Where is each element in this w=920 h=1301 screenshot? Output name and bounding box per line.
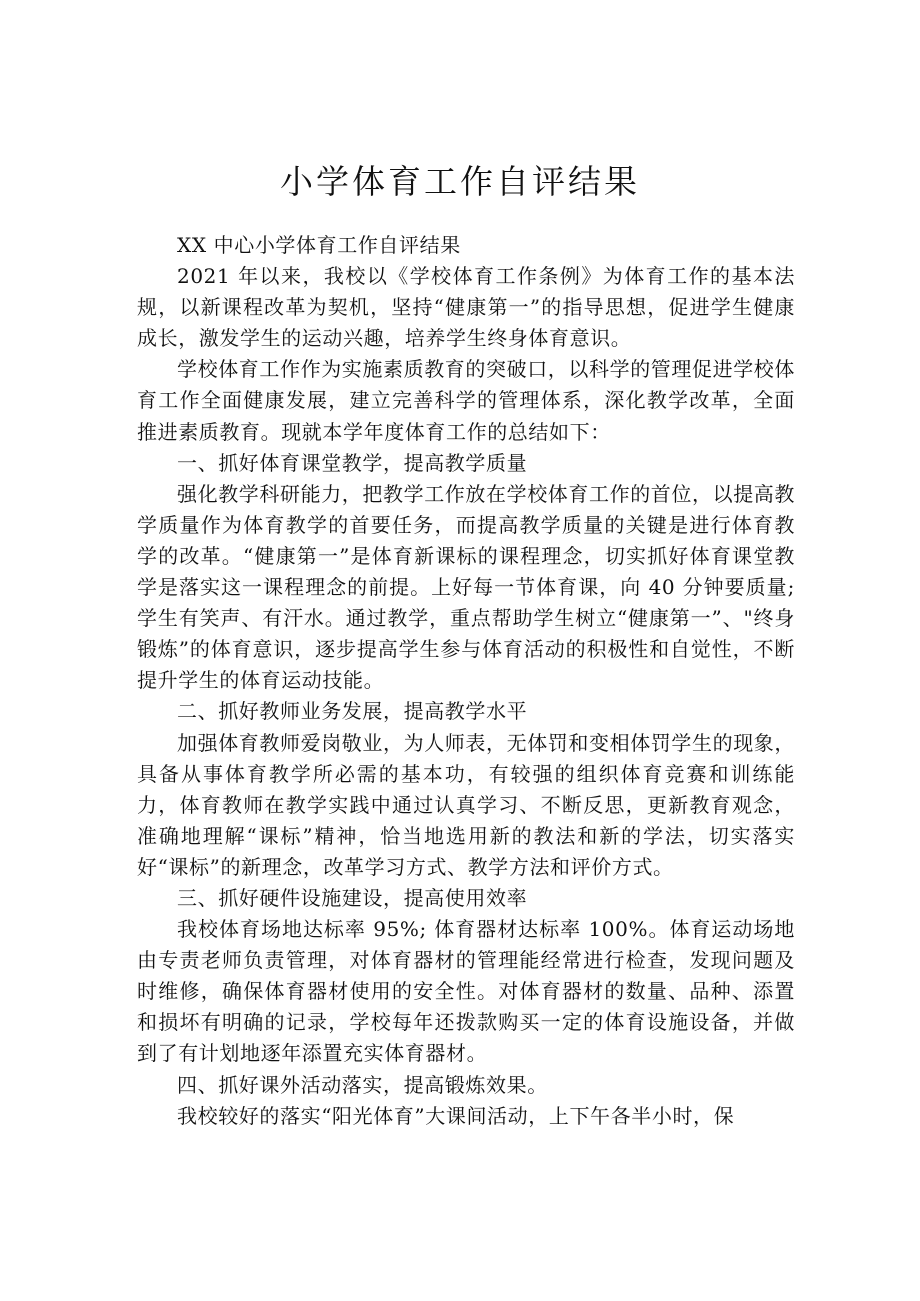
section-heading-4: 四、抓好课外活动落实，提高锻炼效果。	[177, 1072, 548, 1097]
section-1-paragraph: 强化教学科研能力，把教学工作放在学校体育工作的首位，以提高教学质量作为体育教学的首要任务，而提高教学质量的关键是进行体育教学的改革。“健康第一”是体育新课标的课程理念，切实抓好体育课堂教学是落实这一课程理念的前提。上好每一节体育课，向 40 分钟要质量; 学生有笑声、有汗水。通过教学，重点帮助学生树立“健康第一”、"终身锻炼”的体育意识，逐步提高学生参与体育活动的积极性和自觉性，不断提升学生的体育运动技能。	[137, 481, 795, 693]
document-body	[137, 230, 795, 1132]
section-heading-3: 三、抓好硬件设施建设，提高使用效率	[177, 885, 528, 910]
subtitle-line: XX 中心小学体育工作自评结果	[177, 233, 461, 257]
intro-paragraph: 2021 年以来，我校以《学校体育工作条例》为体育工作的基本法规，以新课程改革为契机，坚持“健康第一”的指导思想，促进学生健康成长，激发学生的运动兴趣，培养学生终身体育意识。	[137, 264, 795, 351]
document-title: 小学体育工作自评结果	[280, 162, 640, 201]
section-heading-1: 一、抓好体育课堂教学，提高教学质量	[177, 450, 528, 475]
section-3-paragraph: 我校体育场地达标率 95%; 体育器材达标率 100%。体育运动场地由专责老师负责管理，对体育器材的管理能经常进行检查，发现问题及时维修，确保体育器材使用的安全性。对体育器材的数量、品种、添置和损坏有明确的记录，学校每年还拨款购买一定的体育设施设备，并做到了有计划地逐年添置充实体育器材。	[137, 917, 795, 1066]
overview-paragraph: 学校体育工作作为实施素质教育的突破口，以科学的管理促进学校体育工作全面健康发展，建立完善科学的管理体系，深化教学改革，全面推进素质教育。现就本学年度体育工作的总结如下：	[137, 357, 795, 444]
section-4-paragraph: 我校较好的落实“阳光体育”大课间活动，上下午各半小时，保	[177, 1103, 735, 1128]
section-heading-2: 二、抓好教师业务发展，提高教学水平	[177, 699, 528, 724]
section-2-paragraph: 加强体育教师爱岗敬业，为人师表，无体罚和变相体罚学生的现象，具备从事体育教学所必需的基本功，有较强的组织体育竞赛和训练能力，体育教师在教学实践中通过认真学习、不断反思，更新教育观念，准确地理解“课标”精神，恰当地选用新的教法和新的学法，切实落实好“课标”的新理念，改革学习方式、教学方法和评价方式。	[137, 730, 795, 879]
